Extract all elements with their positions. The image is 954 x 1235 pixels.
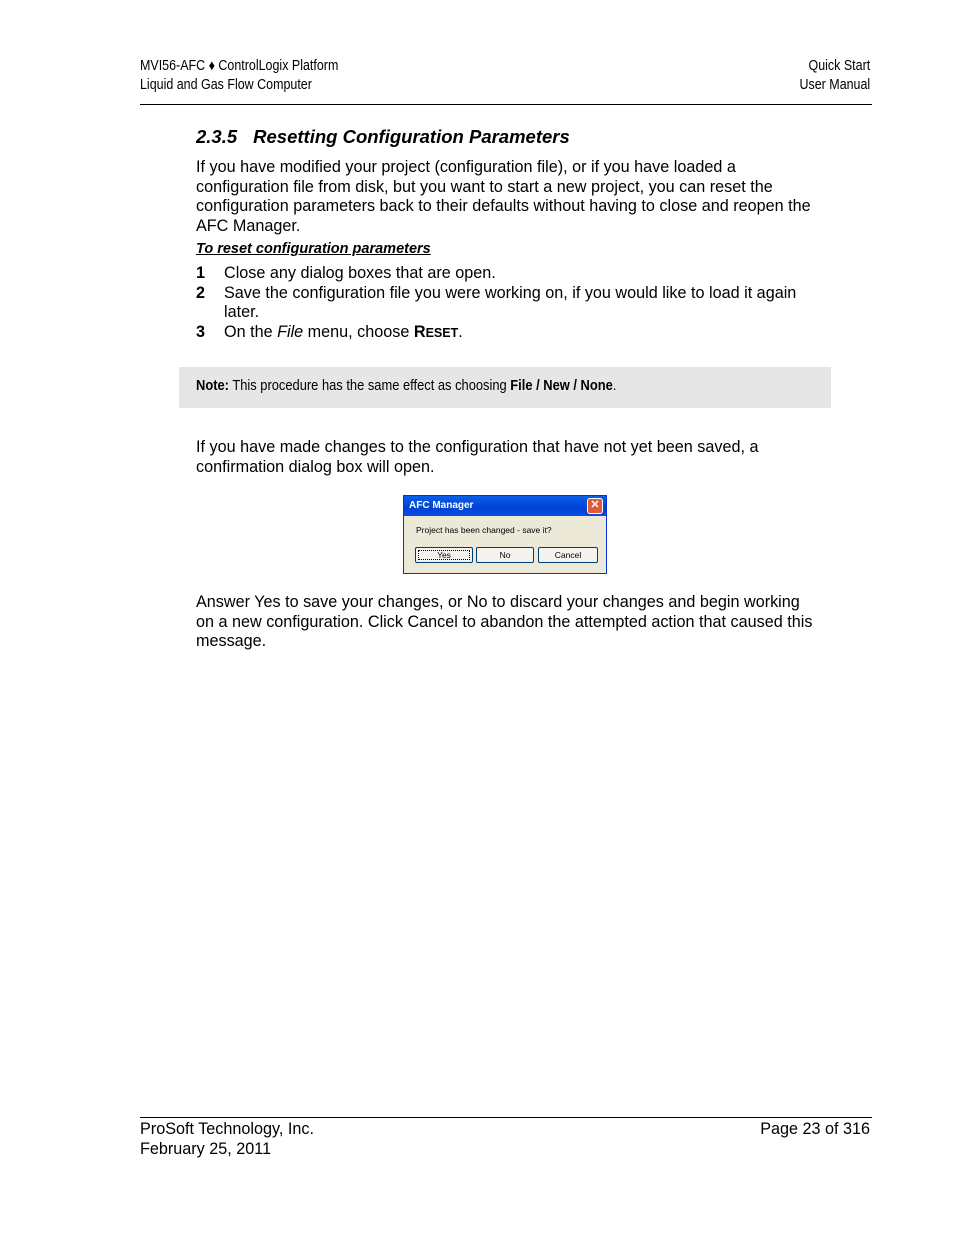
close-icon[interactable]: ✕ (587, 498, 603, 514)
footer-divider (140, 1117, 872, 1118)
dialog-title: AFC Manager (409, 500, 474, 511)
section-heading (196, 126, 570, 148)
answer-paragraph: Answer Yes to save your changes, or No to discard your changes and begin working on a new configuration. Click Cancel to abandon the attempted action that caused this message. (196, 593, 813, 651)
step-1 (196, 264, 816, 284)
dialog-titlebar (404, 496, 606, 516)
header-subtitle: Liquid and Gas Flow Computer (140, 77, 312, 93)
header-doc-type: User Manual (799, 77, 870, 93)
header-chapter: Quick Start (808, 58, 870, 74)
procedure-steps (196, 264, 816, 344)
step-3 (196, 323, 816, 344)
step-text: Save the configuration file you were working on, if you would like to load it again later. (224, 283, 797, 322)
footer-left (140, 1120, 314, 1159)
header-right (799, 57, 870, 95)
afc-manager-dialog (403, 495, 607, 574)
footer-page-number: Page 23 of 316 (760, 1120, 870, 1138)
step-2 (196, 284, 816, 323)
dialog-message: Project has been changed - save it? (416, 525, 552, 535)
confirm-paragraph: If you have made changes to the configuration that have not yet been saved, a confirmation dialog box will open. (196, 438, 759, 476)
no-button[interactable]: No (476, 547, 534, 563)
footer-date: February 25, 2011 (140, 1139, 272, 1158)
section-title: Resetting Configuration Parameters (253, 126, 570, 147)
step-number: 1 (196, 264, 206, 282)
yes-button[interactable]: Yes (415, 547, 473, 563)
intro-paragraph: If you have modified your project (configuration file), or if you have loaded a configuration file from disk, but you want to start a new project, you can reset the configuration parameters back to their defaults without having to close and reopen the AFC Manager. (196, 158, 811, 236)
step-number: 2 (196, 283, 206, 302)
file-menu-name: File (277, 323, 304, 342)
header-divider (140, 104, 872, 105)
note-text: Note: This procedure has the same effect as choosing File / New / None. (196, 377, 617, 394)
footer-company: ProSoft Technology, Inc. (140, 1120, 314, 1138)
reset-command: RESET (413, 323, 459, 342)
section-number: 2.3.5 (196, 126, 238, 147)
note-command: File / New / None (510, 377, 613, 394)
note-label: Note: (196, 377, 229, 394)
cancel-button[interactable]: Cancel (538, 547, 598, 563)
step-text: On the File menu, choose RESET. (224, 323, 463, 342)
header-left (140, 57, 338, 95)
step-text: Close any dialog boxes that are open. (224, 264, 496, 282)
procedure-title: To reset configuration parameters (196, 241, 431, 257)
header-product: MVI56-AFC ♦ ControlLogix Platform (140, 58, 339, 74)
step-number: 3 (196, 323, 206, 342)
